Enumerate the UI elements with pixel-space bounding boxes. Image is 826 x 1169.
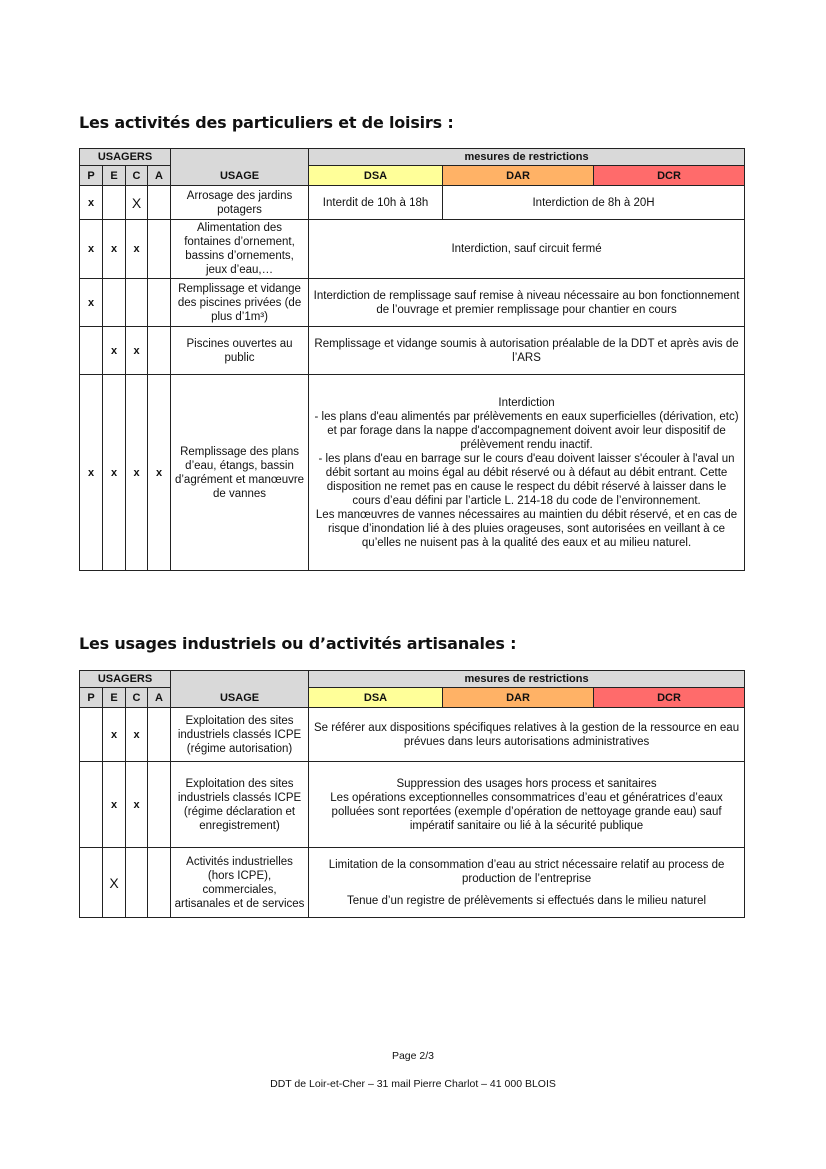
usage-cell: Piscines ouvertes au public	[171, 327, 309, 375]
usagers-header: USAGERS	[80, 671, 171, 688]
mark-p	[80, 848, 103, 918]
measure-cell: Interdiction de remplissage sauf remise à niveau nécessaire au bon fonctionnement de l’ouvrage et premier remplissage pour chantier en cours	[309, 279, 745, 327]
col-c: C	[126, 166, 148, 186]
usage-cell: Activités industrielles (hors ICPE), commerciales, artisanales et de services	[171, 848, 309, 918]
mark-a	[148, 186, 171, 220]
table-row	[80, 279, 745, 327]
mark-p: x	[80, 279, 103, 327]
measure-cell: Remplissage et vidange soumis à autorisation préalable de la DDT et après avis de l’ARS	[309, 327, 745, 375]
table-particuliers-loisirs	[79, 148, 745, 571]
col-a: A	[148, 688, 171, 708]
usage-cell: Remplissage des plans d’eau, étangs, bassin d’agrément et manœuvre de vannes	[171, 375, 309, 571]
mark-e: x	[103, 762, 126, 848]
section1-title: Les activités des particuliers et de loisirs :	[79, 113, 454, 132]
mark-p: x	[80, 375, 103, 571]
mark-p: x	[80, 186, 103, 220]
measure-line: Limitation de la consommation d’eau au strict nécessaire relatif au process de production de l’entreprise	[328, 858, 725, 885]
mark-c: x	[126, 375, 148, 571]
mark-a: x	[148, 375, 171, 571]
mark-a	[148, 848, 171, 918]
dcr-header: DCR	[594, 688, 745, 708]
mark-c	[126, 279, 148, 327]
measure-cell	[309, 762, 745, 848]
dsa-header: DSA	[309, 166, 443, 186]
table-row	[80, 375, 745, 571]
table-row	[80, 186, 745, 220]
mark-p	[80, 762, 103, 848]
mark-e: x	[103, 327, 126, 375]
usage-cell: Arrosage des jardins potagers	[171, 186, 309, 220]
col-p: P	[80, 688, 103, 708]
mark-a	[148, 327, 171, 375]
mark-e: X	[103, 848, 126, 918]
mark-c: x	[126, 327, 148, 375]
mark-p	[80, 327, 103, 375]
measure-line: Tenue d’un registre de prélèvements si effectués dans le milieu naturel	[347, 894, 707, 907]
mark-e: x	[103, 375, 126, 571]
measure-line: Suppression des usages hors process et sanitaires	[396, 777, 657, 790]
mark-c: X	[126, 186, 148, 220]
usage-cell: Exploitation des sites industriels classés ICPE (régime déclaration et enregistrement)	[171, 762, 309, 848]
table-row	[80, 708, 745, 762]
measure-line: - les plans d'eau en barrage sur le cours d'eau doivent laisser s'écouler à l'aval un débit sortant au moins égal au débit réservé ou à défaut au débit entrant. Cette disposition ne remet pas en cause le respect du débit réservé à laisser dans le cours d’eau défini par l’article L. 214-18 du code de l’environnement.	[318, 452, 735, 507]
table-row	[80, 848, 745, 918]
mesures-header: mesures de restrictions	[309, 671, 745, 688]
mark-e: x	[103, 708, 126, 762]
mark-a	[148, 708, 171, 762]
measure-line: Les manœuvres de vannes nécessaires au maintien du débit réservé, et en cas de risque d’inondation lié à des pluies orageuses, sont autorisées en veillant à ce qu’elles ne nuisent pas à la qualité des eaux et au milieu naturel.	[315, 508, 738, 549]
usage-cell: Exploitation des sites industriels classés ICPE (régime autorisation)	[171, 708, 309, 762]
table-industriels-artisanales	[79, 670, 745, 918]
mark-c: x	[126, 708, 148, 762]
measure-line: Interdiction	[498, 396, 555, 409]
mark-e: x	[103, 220, 126, 279]
mark-c	[126, 848, 148, 918]
table-row	[80, 762, 745, 848]
measure-line: - les plans d'eau alimentés par prélèvements en eaux superficielles (dérivation, etc) et par forage dans la nappe d'accompagnement doivent avoir leur dispositif de prélèvement rendu inactif.	[314, 410, 739, 451]
dar-header: DAR	[443, 166, 594, 186]
usage-header: USAGE	[171, 671, 309, 708]
col-p: P	[80, 166, 103, 186]
dar-dcr-cell: Interdiction de 8h à 20H	[443, 186, 745, 220]
col-a: A	[148, 166, 171, 186]
col-e: E	[103, 688, 126, 708]
mark-a	[148, 279, 171, 327]
measure-cell: Interdiction, sauf circuit fermé	[309, 220, 745, 279]
mark-c: x	[126, 762, 148, 848]
mark-e	[103, 279, 126, 327]
usage-cell: Remplissage et vidange des piscines privées (de plus d’1m³)	[171, 279, 309, 327]
mark-e	[103, 186, 126, 220]
mark-p: x	[80, 220, 103, 279]
dsa-cell: Interdit de 10h à 18h	[309, 186, 443, 220]
section2-title: Les usages industriels ou d’activités artisanales :	[79, 634, 517, 653]
page-number: Page 2/3	[391, 1050, 435, 1062]
measure-line: Les opérations exceptionnelles consommatrices d’eau et génératrices d’eaux polluées sont reportées (exemple d’opération de nettoyage grande eau) sauf impératif sanitaire ou lié à la sécurité publique	[330, 791, 723, 832]
table-row	[80, 327, 745, 375]
footer-address: DDT de Loir-et-Cher – 31 mail Pierre Charlot – 41 000 BLOIS	[270, 1078, 556, 1090]
col-c: C	[126, 688, 148, 708]
dcr-header: DCR	[594, 166, 745, 186]
mark-a	[148, 762, 171, 848]
spacer	[312, 886, 741, 894]
usage-header: USAGE	[171, 149, 309, 186]
mark-c: x	[126, 220, 148, 279]
mark-a	[148, 220, 171, 279]
mesures-header: mesures de restrictions	[309, 149, 745, 166]
table-row	[80, 220, 745, 279]
usage-cell: Alimentation des fontaines d’ornement, bassins d’ornements, jeux d’eau,…	[171, 220, 309, 279]
usagers-header: USAGERS	[80, 149, 171, 166]
measure-cell	[309, 375, 745, 571]
mark-p	[80, 708, 103, 762]
measure-cell	[309, 848, 745, 918]
dsa-header: DSA	[309, 688, 443, 708]
col-e: E	[103, 166, 126, 186]
dar-header: DAR	[443, 688, 594, 708]
measure-cell: Se référer aux dispositions spécifiques relatives à la gestion de la ressource en eau prévues dans leurs autorisations administratives	[309, 708, 745, 762]
